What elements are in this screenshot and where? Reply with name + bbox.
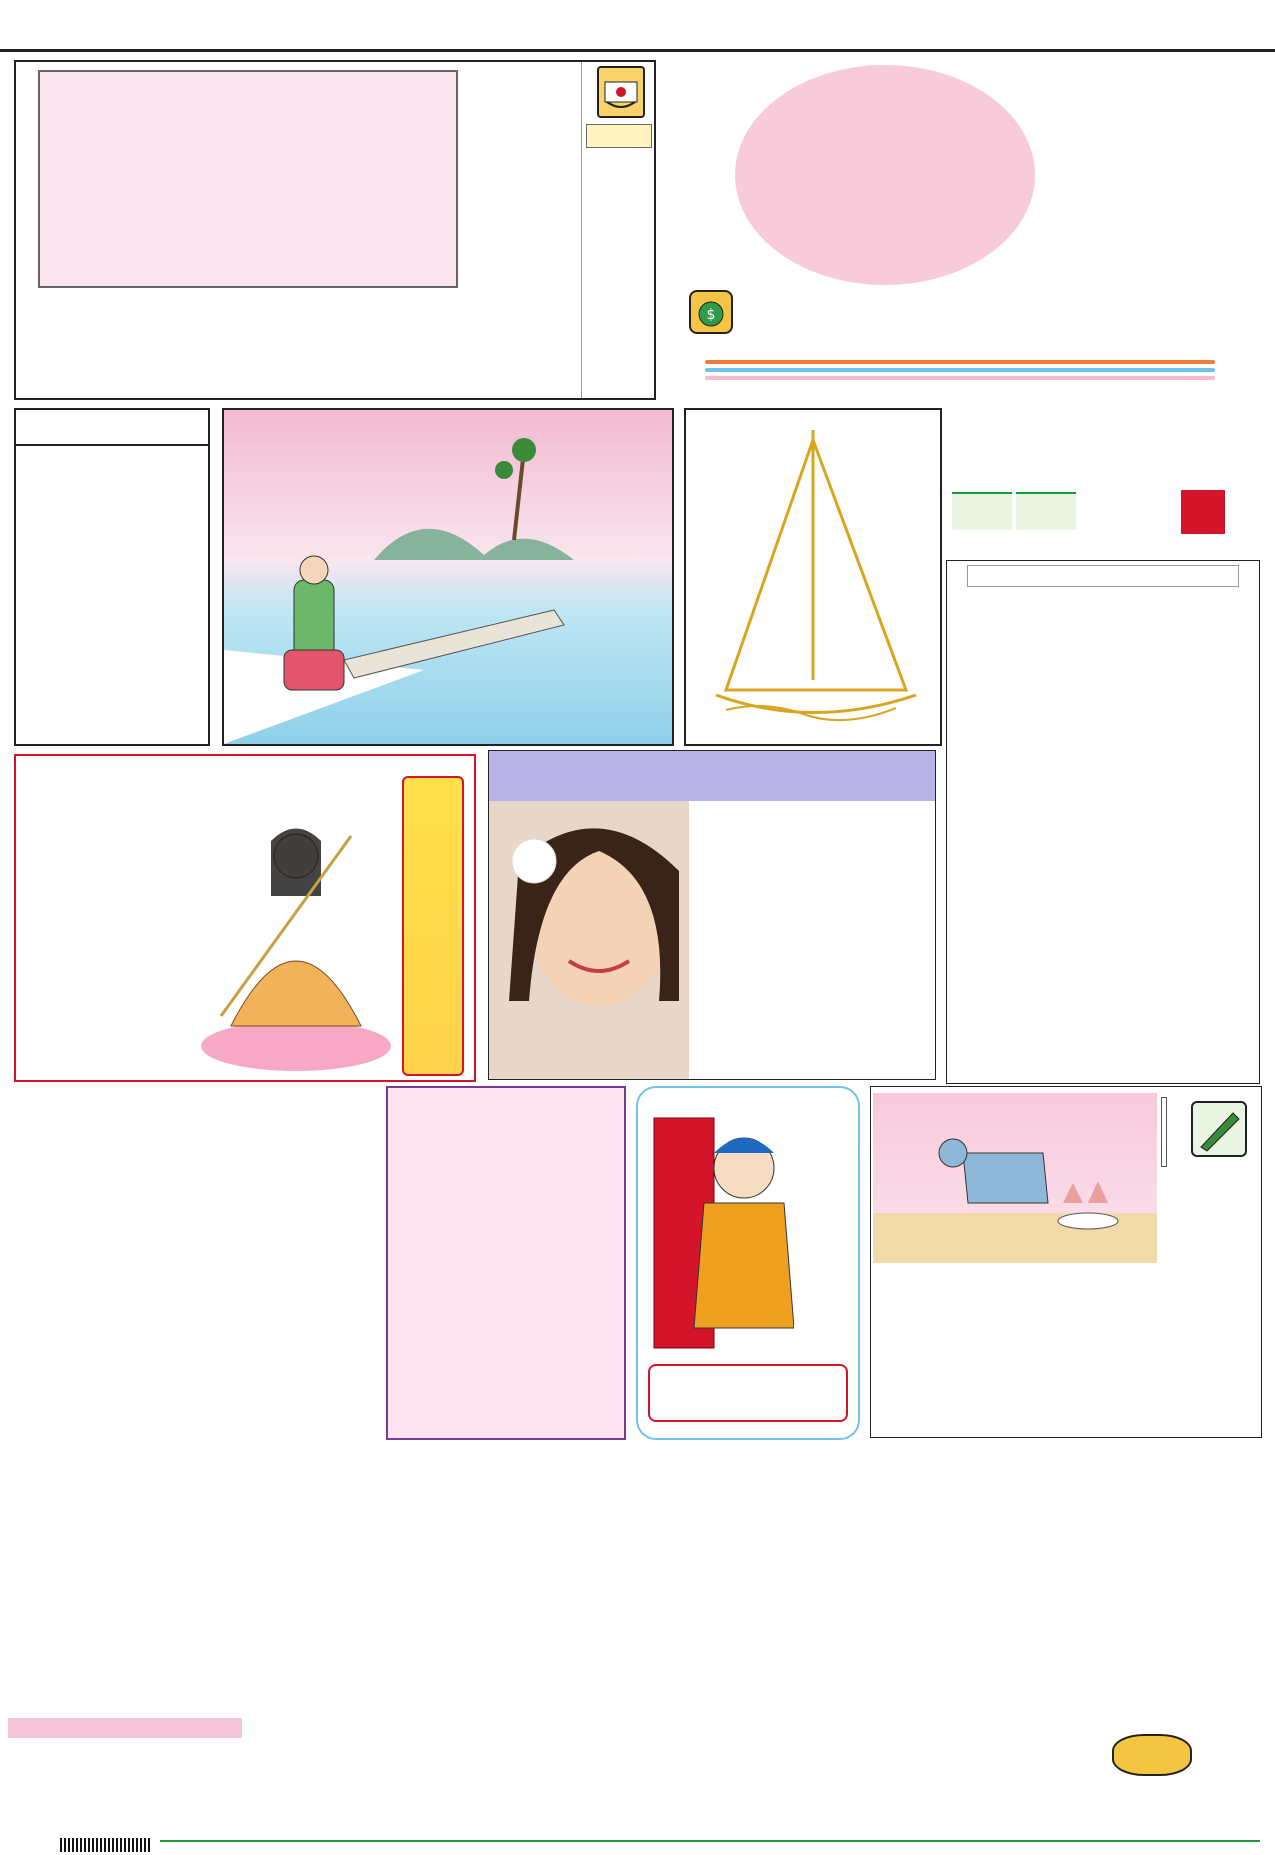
tiboku-tag: [586, 124, 652, 148]
doors-table-title: [40, 72, 456, 102]
masthead-stripes: [705, 360, 1215, 382]
hand-icon: [597, 66, 645, 118]
goddess-text: [46, 916, 206, 1076]
results-ball-header: [244, 1458, 858, 1476]
pen-icon: [1191, 1101, 1247, 1157]
barcode: [60, 1838, 150, 1852]
cow-illustration: [873, 1093, 1157, 1263]
puzzle-image: [873, 1093, 1157, 1263]
money-bag-icon: [689, 290, 733, 334]
open-label-2: [1016, 492, 1076, 530]
tiboku-panel: [581, 62, 656, 398]
goddess-panel: [14, 754, 476, 1082]
color-wave-groups: [16, 446, 208, 450]
scene-illustration: [222, 408, 674, 746]
sail-poem-panel: [684, 408, 942, 746]
year-ball-header: [244, 1718, 858, 1736]
fortune-panel: [636, 1086, 860, 1440]
results-dot-grid: [244, 1478, 858, 1718]
schedule-side-box: [1181, 490, 1225, 534]
doctor-panel: [488, 750, 936, 1080]
goddess-title: [402, 776, 464, 1076]
results-sum-heads: [874, 1456, 1214, 1476]
top-left-panel: [14, 60, 656, 400]
year-title: [8, 1718, 242, 1738]
analysis-text: [38, 294, 468, 398]
results-logo: [1082, 1734, 1222, 1814]
doors-table: [38, 70, 458, 288]
doctor-header: [489, 751, 935, 801]
secret-panel: [386, 1086, 626, 1440]
schedule-lines: [958, 408, 1230, 478]
results-panel: [2, 1454, 1272, 1838]
lucky-panel: [18, 1100, 378, 1420]
money-pile-icon: [1112, 1734, 1192, 1776]
puzzle-tag: [1161, 1097, 1167, 1167]
schedule-panel: [946, 408, 1230, 560]
open-label-1: [952, 492, 1012, 530]
puzzle-panel: [870, 1086, 1262, 1438]
masthead: [665, 60, 1265, 400]
puzzle-text: [1141, 1177, 1261, 1427]
goddess-figure: [191, 776, 401, 1076]
bridge-scene-art: [224, 410, 672, 744]
fortune-boy-figure: [644, 1108, 794, 1358]
trend-title: [967, 565, 1239, 587]
trend-panel: [946, 560, 1260, 1084]
color-wave-title: [16, 410, 208, 446]
masthead-blob: [735, 65, 1035, 285]
hexagram-lines: [36, 790, 196, 910]
sail-poem: [774, 510, 884, 670]
color-wave-panel: [14, 408, 210, 746]
notice-text: [466, 70, 576, 300]
header-bar: [0, 28, 1275, 52]
hexagram-header: [36, 770, 76, 783]
footer-rule: [160, 1840, 1260, 1852]
woman-portrait: [489, 801, 689, 1080]
svg-text:$: $: [706, 307, 716, 323]
fortune-note: [648, 1364, 848, 1422]
